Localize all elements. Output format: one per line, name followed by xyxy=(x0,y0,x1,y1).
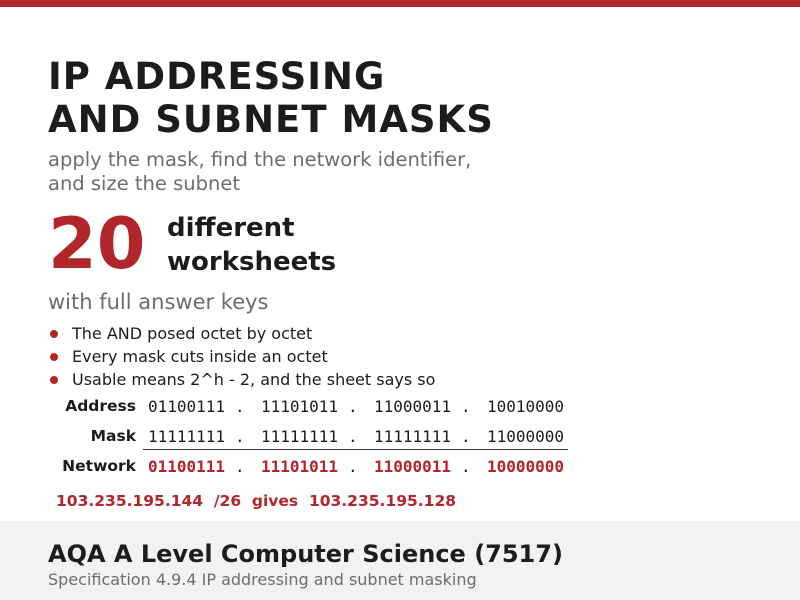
address-octet-4: 10010000 xyxy=(487,397,565,416)
and-operation-rule xyxy=(143,449,568,450)
octet-separator: . xyxy=(235,397,245,416)
network-octet-3: 11000011 xyxy=(374,457,452,476)
octet-separator: . xyxy=(348,457,358,476)
network-octet-1: 01100111 xyxy=(148,457,226,476)
octet-separator: . xyxy=(235,427,245,446)
feature-item xyxy=(48,345,435,368)
mask-octet-1: 11111111 xyxy=(148,427,226,446)
feature-item-text: Every mask cuts inside an octet xyxy=(72,347,328,366)
address-octet-3: 11000011 xyxy=(374,397,452,416)
octet-separator: . xyxy=(348,397,358,416)
octet-separator: . xyxy=(348,427,358,446)
subtitle xyxy=(48,148,471,196)
bullet-dot-icon xyxy=(50,376,58,384)
subtitle-line-1: apply the mask, find the network identifier, xyxy=(48,148,472,171)
octet-separator: . xyxy=(461,397,471,416)
address-octet-2: 11101011 xyxy=(261,397,339,416)
subtitle-line-2: and size the subnet xyxy=(48,172,240,195)
footer-band xyxy=(0,521,800,600)
network-label: Network xyxy=(62,457,136,475)
worksheet-count: 20 xyxy=(48,203,146,285)
octet-separator: . xyxy=(235,457,245,476)
bullet-dot-icon xyxy=(50,330,58,338)
bullet-dot-icon xyxy=(50,353,58,361)
specification-reference: Specification 4.9.4 IP addressing and subnet masking xyxy=(48,570,477,589)
title-line-1: IP ADDRESSING xyxy=(48,55,386,98)
feature-item xyxy=(48,368,435,391)
worked-result: 103.235.195.144 /26 gives 103.235.195.128 xyxy=(56,492,457,510)
address-row xyxy=(0,394,800,420)
page-title xyxy=(48,55,494,141)
octet-separator: . xyxy=(461,427,471,446)
count-label-line-2: worksheets xyxy=(167,247,337,277)
course-title: AQA A Level Computer Science (7517) xyxy=(48,540,563,568)
network-octet-4: 10000000 xyxy=(487,457,565,476)
mask-row xyxy=(0,424,800,450)
accent-top-bar xyxy=(0,0,800,7)
title-line-2: AND SUBNET MASKS xyxy=(48,98,494,141)
network-row xyxy=(0,454,800,480)
mask-octet-4: 11000000 xyxy=(487,427,565,446)
feature-list xyxy=(48,322,435,391)
mask-octet-2: 11111111 xyxy=(261,427,339,446)
feature-item-text: The AND posed octet by octet xyxy=(72,324,313,343)
address-octet-1: 01100111 xyxy=(148,397,226,416)
mask-octet-3: 11111111 xyxy=(374,427,452,446)
count-label-line-1: different xyxy=(167,213,295,243)
address-label: Address xyxy=(65,397,136,415)
answer-keys-note: with full answer keys xyxy=(48,290,269,314)
octet-separator: . xyxy=(461,457,471,476)
worksheet-count-label xyxy=(167,211,336,279)
feature-item xyxy=(48,322,435,345)
mask-label: Mask xyxy=(90,427,136,445)
network-octet-2: 11101011 xyxy=(261,457,339,476)
feature-item-text: Usable means 2^h - 2, and the sheet says so xyxy=(72,370,436,389)
